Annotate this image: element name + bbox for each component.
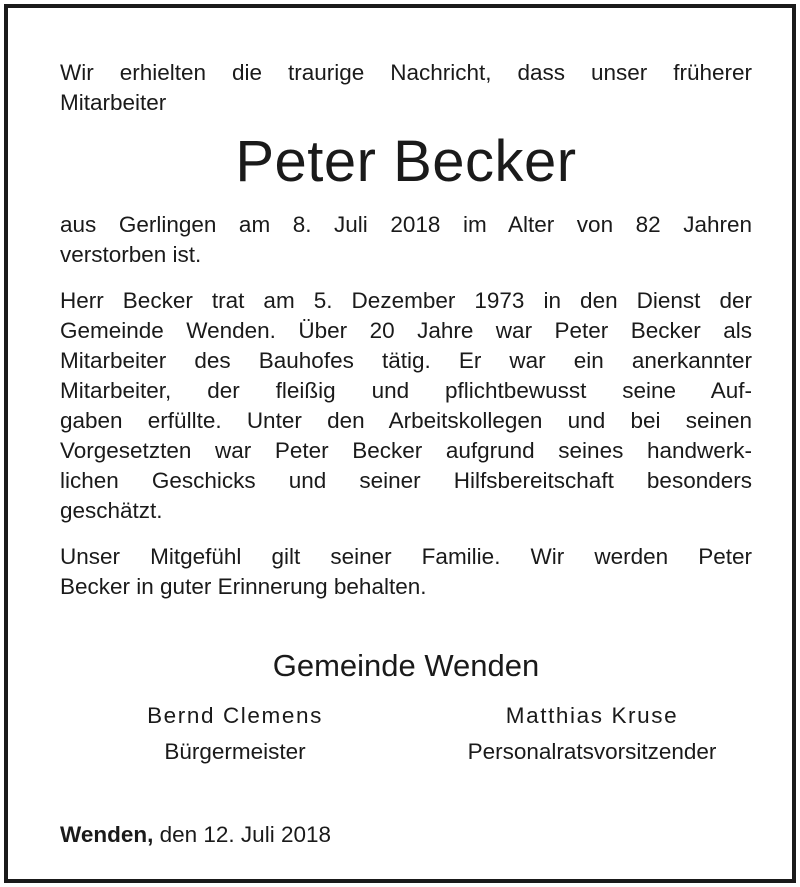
intro-line-2: Mitarbeiter [60, 90, 167, 115]
sympathy-line-2: Becker in guter Erinnerung behalten. [60, 574, 427, 599]
sympathy-line-1: Unser Mitgefühl gilt seiner Familie. Wir werden Peter [60, 544, 752, 569]
service-line-4: Mitarbeiter, der fleißig und pflichtbewusst seine Auf- [60, 378, 752, 403]
service-line-2: Gemeinde Wenden. Über 20 Jahre war Peter Becker als [60, 318, 752, 343]
service-line-7: lichen Geschicks und seiner Hilfsbereitschaft besonders [60, 468, 752, 493]
signatory-name: Bernd Clemens [147, 703, 323, 728]
sympathy-paragraph [60, 542, 752, 602]
notice-content [60, 58, 752, 847]
notice-border [4, 4, 796, 883]
origin-line-1: aus Gerlingen am 8. Juli 2018 im Alter von 82 Jahren [60, 212, 752, 237]
service-line-6: Vorgesetzten war Peter Becker aufgrund seines handwerk- [60, 438, 752, 463]
service-paragraph [60, 286, 752, 526]
organization-name: Gemeinde Wenden [272, 648, 540, 683]
origin-paragraph [60, 210, 752, 270]
intro-paragraph [60, 58, 752, 118]
signatory-staff-council [432, 698, 752, 770]
deceased-name: Peter Becker [235, 129, 577, 194]
service-line-3: Mitarbeiter des Bauhofes tätig. Er war ein anerkannter [60, 348, 752, 373]
intro-line-1: Wir erhielten die traurige Nachricht, dass unser früherer [60, 60, 752, 85]
origin-line-2: verstorben ist. [60, 242, 202, 267]
date: den 12. Juli 2018 [159, 822, 331, 847]
signatory-name: Matthias Kruse [505, 703, 679, 728]
place-date-line [60, 820, 331, 850]
place: Wenden, [60, 822, 154, 847]
service-line-8: geschätzt. [60, 498, 163, 523]
signatory-role: Personalratsvorsitzender [467, 739, 717, 764]
signatory-mayor [90, 698, 380, 770]
service-line-5: gaben erfüllte. Unter den Arbeitskollegen und bei seinen [60, 408, 752, 433]
signatory-role: Bürgermeister [164, 739, 306, 764]
service-line-1: Herr Becker trat am 5. Dezember 1973 in den Dienst der [60, 288, 752, 313]
